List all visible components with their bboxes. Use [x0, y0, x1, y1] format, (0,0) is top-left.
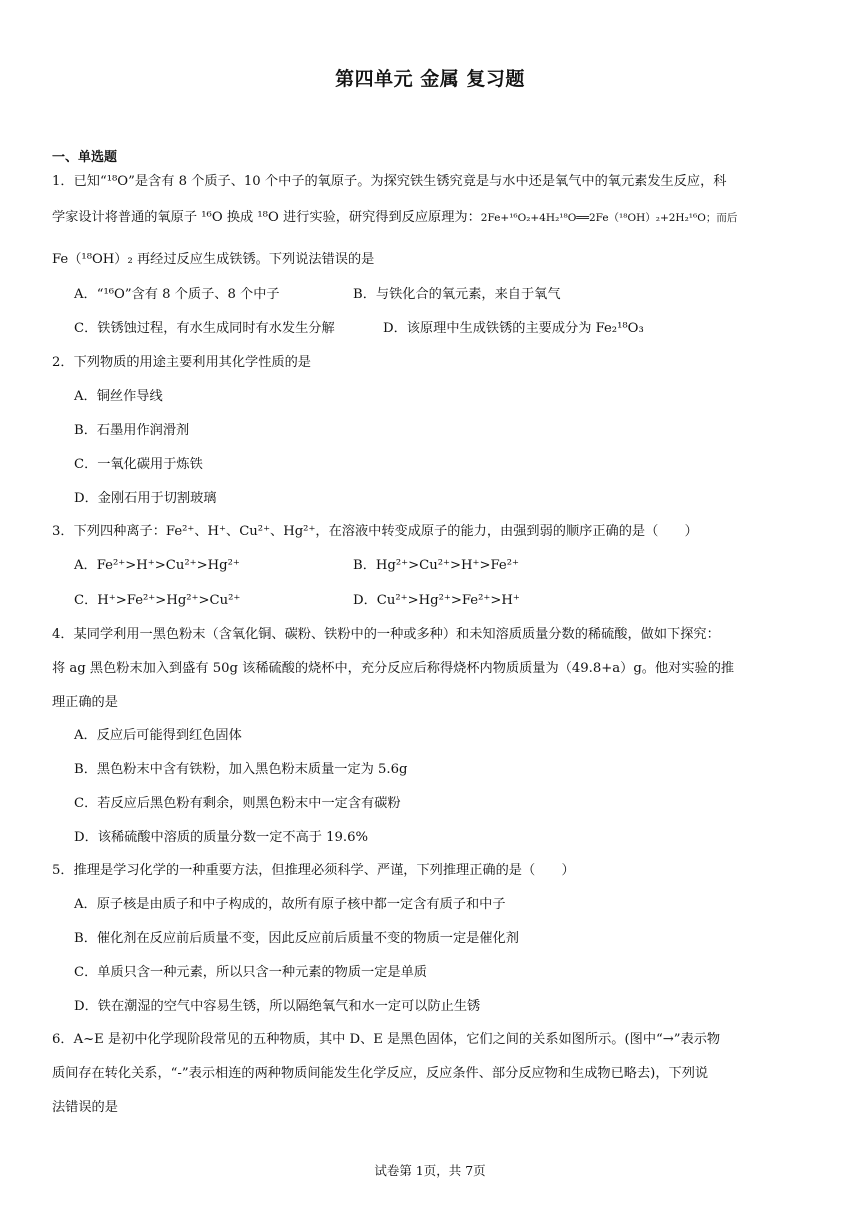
q5-option-a: A．原子核是由质子和中子构成的，故所有原子核中都一定含有质子和中子 — [74, 897, 506, 912]
q4-stem-line2: 将 ag 黑色粉末加入到盛有 50g 该稀硫酸的烧杯中，充分反应后称得烧杯内物质质量为（49.8+a）g。他对实验的推 — [52, 661, 735, 676]
q1-stem-line2-text: 学家设计将普通的氧原子 ¹⁶O 换成 ¹⁸O 进行实验，研究得到反应原理为： — [52, 210, 481, 225]
q1-stem-line2 — [52, 208, 812, 228]
q5-option-b: B．催化剂在反应前后质量不变，因此反应前后质量不变的物质一定是催化剂 — [74, 931, 519, 946]
q1-equation: 2Fe+¹⁶O₂+4H₂¹⁸O══2Fe（¹⁸OH）₂+2H₂¹⁶O；而后 — [480, 212, 738, 224]
section-heading: 一、单选题 — [52, 150, 118, 165]
q1-option-b: B．与铁化合的氧元素，来自于氧气 — [353, 287, 561, 302]
q2-option-d: D．金刚石用于切割玻璃 — [74, 491, 217, 506]
q5-stem: 5．推理是学习化学的一种重要方法，但推理必须科学、严谨，下列推理正确的是（ ） — [52, 863, 575, 878]
q1-option-c: C．铁锈蚀过程，有水生成同时有水发生分解 — [74, 321, 335, 336]
q2-stem: 2．下列物质的用途主要利用其化学性质的是 — [52, 355, 311, 370]
q4-option-c: C．若反应后黑色粉有剩余，则黑色粉末中一定含有碳粉 — [74, 796, 401, 811]
q4-option-a: A．反应后可能得到红色固体 — [74, 728, 242, 743]
q1-stem-line3: Fe（¹⁸OH）₂ 再经过反应生成铁锈。下列说法错误的是 — [52, 252, 375, 267]
q4-stem-line1: 4．某同学利用一黑色粉末（含氧化铜、碳粉、铁粉中的一种或多种）和未知溶质质量分数的稀硫酸，做如下探究： — [52, 627, 720, 642]
page-footer: 试卷第 1页，共 7页 — [374, 1163, 486, 1178]
q3-option-d: D．Cu²⁺>Hg²⁺>Fe²⁺>H⁺ — [353, 593, 520, 608]
q2-option-b: B．石墨用作润滑剂 — [74, 423, 190, 438]
q1-option-a: A．“¹⁶O”含有 8 个质子、8 个中子 — [74, 287, 280, 302]
q5-option-c: C．单质只含一种元素，所以只含一种元素的物质一定是单质 — [74, 965, 427, 980]
q3-stem: 3．下列四种离子：Fe²⁺、H⁺、Cu²⁺、Hg²⁺，在溶液中转变成原子的能力，由强到弱的顺序正确的是（ ） — [52, 524, 698, 539]
q3-option-b: B．Hg²⁺>Cu²⁺>H⁺>Fe²⁺ — [353, 558, 519, 573]
q4-option-d: D．该稀硫酸中溶质的质量分数一定不高于 19.6% — [74, 830, 369, 845]
q2-option-a: A．铜丝作导线 — [74, 389, 163, 404]
q3-option-c: C．H⁺>Fe²⁺>Hg²⁺>Cu²⁺ — [74, 593, 241, 608]
q1-stem-line1: 1．已知“¹⁸O”是含有 8 个质子、10 个中子的氧原子。为探究铁生锈究竟是与水中还是氧气中的氧元素发生反应，科 — [52, 174, 727, 189]
q4-stem-line3: 理正确的是 — [52, 695, 118, 710]
page-title: 第四单元 金属 复习题 — [335, 68, 525, 90]
q6-stem-line3: 法错误的是 — [52, 1100, 118, 1115]
q3-option-a: A．Fe²⁺>H⁺>Cu²⁺>Hg²⁺ — [74, 558, 240, 573]
q6-stem-line1: 6．A~E 是初中化学现阶段常见的五种物质，其中 D、E 是黑色固体，它们之间的关系如图所示。(图中“→”表示物 — [52, 1032, 721, 1047]
q1-option-d: D．该原理中生成铁锈的主要成分为 Fe₂¹⁸O₃ — [383, 321, 644, 336]
q2-option-c: C．一氧化碳用于炼铁 — [74, 457, 203, 472]
q5-option-d: D．铁在潮湿的空气中容易生锈，所以隔绝氧气和水一定可以防止生锈 — [74, 999, 481, 1014]
q4-option-b: B．黑色粉末中含有铁粉，加入黑色粉末质量一定为 5.6g — [74, 762, 408, 777]
q6-stem-line2: 质间存在转化关系，“-”表示相连的两种物质间能发生化学反应，反应条件、部分反应物和生成物已略去)，下列说 — [52, 1066, 709, 1081]
